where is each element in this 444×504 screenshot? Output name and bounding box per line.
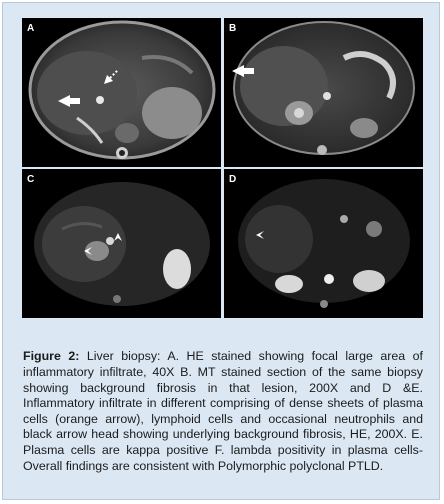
figure-caption-label: Figure 2: xyxy=(23,349,80,364)
figure-2 xyxy=(2,2,440,500)
panel-label-d: D xyxy=(229,174,237,185)
mri-image-c xyxy=(22,169,221,318)
panel-label-a: A xyxy=(27,23,35,34)
mri-panel-c xyxy=(22,169,221,318)
panel-label-b: B xyxy=(229,23,237,34)
figure-caption xyxy=(23,349,423,474)
mri-panel-a xyxy=(22,18,221,167)
mri-panel-b xyxy=(224,18,423,167)
figure-caption-text: Liver biopsy: A. HE stained showing focal large area of inflammatory infiltrate, 40X B. MT stained section of the same biopsy showing background fibrosis in that lesion, 200X and D &E. Inflammatory infiltrate in different comprising of dense sheets of plasma cells (orange arrow), lymphoid cells and occasional neutrophils and black arrow head showing underlying background fibrosis, HE, 200X. E. Plasma cells are kappa positive F. lambda positivity in plasma cells- Overall findings are consistent with Polymorphic polyclonal PTLD. xyxy=(23,349,423,473)
mri-image-d xyxy=(224,169,423,318)
mri-image-b xyxy=(224,18,423,167)
mri-image-a xyxy=(22,18,221,167)
mri-panel-d xyxy=(224,169,423,318)
mri-panel-grid xyxy=(22,18,423,318)
panel-label-c: C xyxy=(27,174,35,185)
